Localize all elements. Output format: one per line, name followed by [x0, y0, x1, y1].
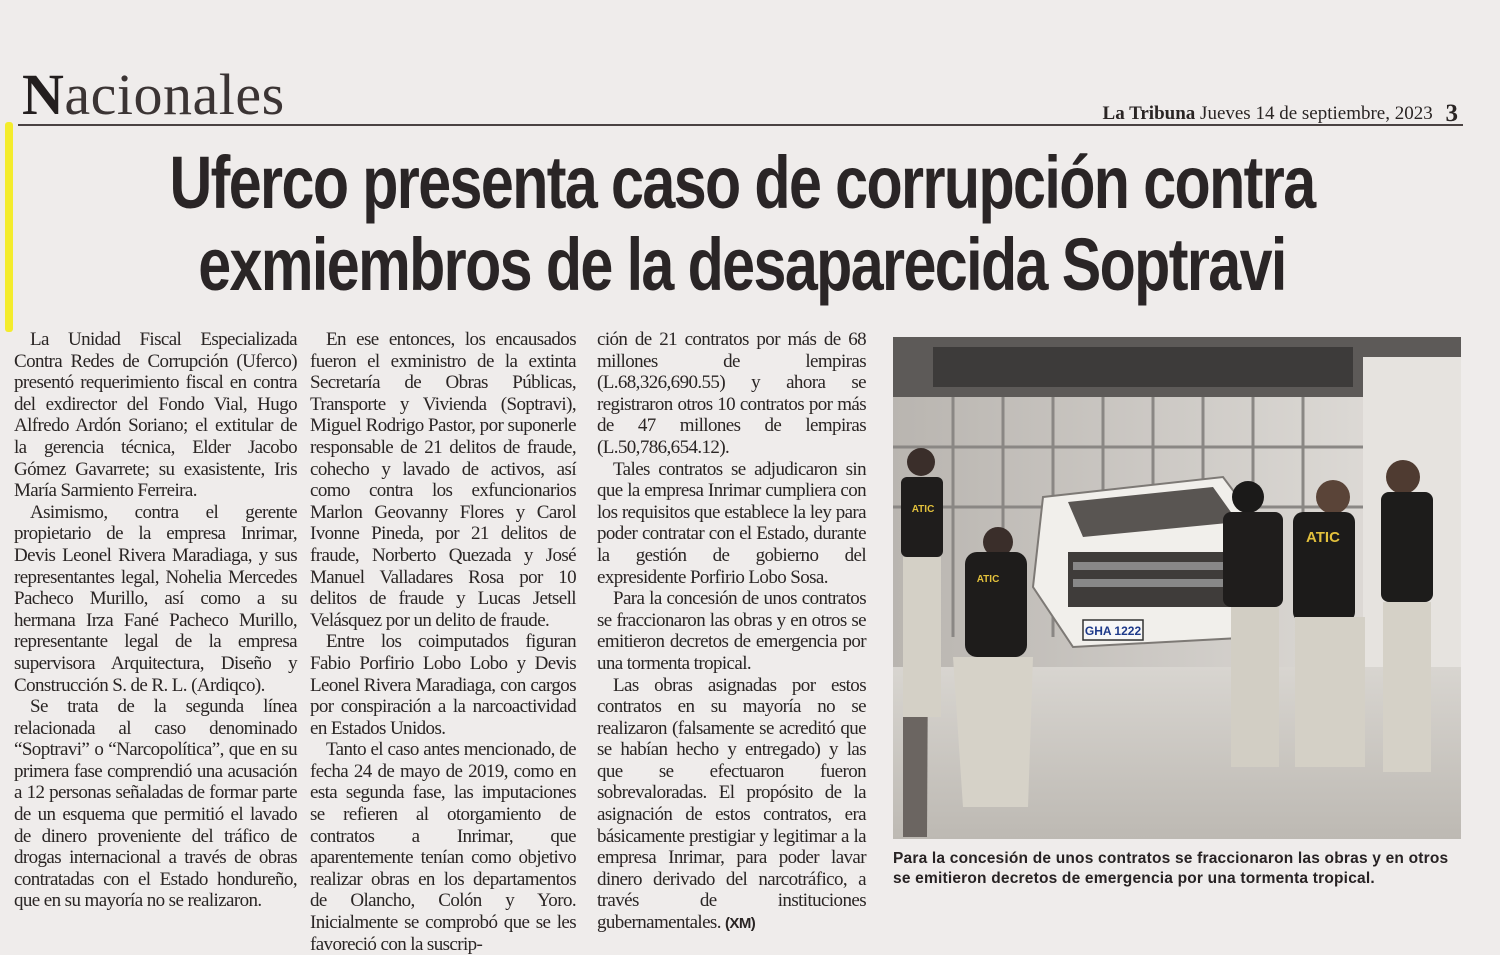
section-initial: N — [22, 62, 65, 127]
headline-line-1: Uferco presenta caso de corrupción contra — [169, 141, 1315, 224]
license-plate: GHA 1222 — [1084, 624, 1142, 638]
section-rest: acionales — [64, 62, 285, 127]
section-rule — [18, 124, 1463, 126]
paragraph: Tanto el caso antes mencionado, de fecha 24 de mayo de 2019, como en esta segunda fase, las imputaciones se refieren al otorgamiento de contratos a Inrimar, que aparentemente tenían como objetivo realizar obras en los departamentos de Olancho, Colón y Yoro. Inicialmente se comprobó que se les favoreció con la suscrip- — [310, 739, 576, 955]
paragraph: ción de 21 contratos por más de 68 millones de lempiras (L.68,326,690.55) y ahora se registraron otros 10 contratos por más de 47 millones de lempiras (L.50,786,654.12). — [597, 329, 866, 458]
paragraph: En ese entonces, los encausados fueron el exministro de la extinta Secretaría de Obras Públicas, Transporte y Vivienda (Soptravi), Miguel Rodrigo Pastor, por suponerle responsable de 21 delitos de fraude, cohecho y lavado de activos, así como contra los exfuncionarios Marlon Geovanny Flores y Carol Ivonne Pineda, por 21 delitos de fraude, Norberto Quezada y José Manuel Valladares Rosa por 10 delitos de fraude y Lucas Jetsell Velásquez por un delito de fraude. — [310, 329, 576, 631]
paragraph: Entre los coimputados figuran Fabio Porfirio Lobo Lobo y Devis Leonel Rivera Maradiaga, con cargos por conspiración a la narcoactividad en Estados Unidos. — [310, 631, 576, 739]
agent-center — [953, 527, 1033, 807]
photo-illustration — [893, 337, 1461, 839]
vest-label: ATIC — [911, 504, 935, 515]
paragraph: La Unidad Fiscal Especializada Contra Redes de Corrupción (Uferco) presentó requerimiento fiscal en contra del exdirector del Fondo Vial, Hugo Alfredo Ardón Soriano; el extitular de la gerencia técnica, Elder Jacobo Gómez Gavarrete; su exasistente, Iris María Sarmiento Ferreira. — [14, 329, 297, 502]
agent-left — [901, 448, 943, 717]
dateline — [1103, 101, 1458, 126]
publication-date: Jueves 14 de septiembre, 2023 — [1200, 103, 1433, 124]
photo-caption: Para la concesión de unos contratos se fraccionaron las obras y en otros se emitieron decretos de emergencia por una tormenta tropical. — [893, 850, 1449, 887]
paragraph: Asimismo, contra el gerente propietario de la empresa Inrimar, Devis Leonel Rivera Maradiaga, y sus representantes legal, Nohelia Mercedes Pacheco Murillo, así como a su hermana Irza Fané Pacheco Murillo, representante legal de la empresa supervisora Arquitectura, Diseño y Construcción S. de R. L. (Ardiqco). — [14, 501, 297, 696]
paragraph — [597, 675, 866, 935]
section-title — [22, 62, 285, 127]
highlighter-mark — [5, 122, 13, 332]
body-column-3 — [597, 329, 866, 935]
agent-right-group — [1223, 460, 1433, 772]
headline-line-2: exmiembros de la desaparecida Soptravi — [198, 223, 1286, 306]
vest-label: ATIC — [976, 574, 1000, 585]
body-column-1 — [14, 329, 297, 912]
paragraph-text: Las obras asignadas por estos contratos en su mayoría no se realizaron (falsamente se acreditó que se habían hecho y entregado) y las que se efectuaron fueron sobrevaloradas. El propósito de la asignación de estos contratos, era básicamente prestigiar y legitimar a la empresa Inrimar, para poder lavar dinero derivado del narcotráfico, a través de instituciones gubernamentales. — [597, 674, 866, 934]
newspaper-name: La Tribuna — [1102, 103, 1196, 124]
body-column-2 — [310, 329, 576, 955]
paragraph: Se trata de la segunda línea relacionada al caso denominado “Soptravi” o “Narcopolítica”, que en su primera fase comprendió una acusación a 12 personas señaladas de formar parte de un esquema que permitió el lavado de dinero proveniente del tráfico de drogas internacional a través de obras contratadas con el Estado hondureño, que en su mayoría no se realizaron. — [14, 696, 297, 912]
headline — [56, 142, 1429, 306]
vest-label: ATIC — [1306, 529, 1340, 546]
page-number: 3 — [1445, 100, 1458, 127]
paragraph: Tales contratos se adjudicaron sin que la empresa Inrimar cumpliera con los requisitos que establece la ley para poder contratar con el Estado, durante la gestión de gobierno del expresidente Porfirio Lobo Sosa. — [597, 458, 866, 588]
author-signoff: (XM) — [725, 915, 756, 933]
news-photo — [893, 337, 1461, 839]
paragraph: Para la concesión de unos contratos se fraccionaron las obras y en otros se emitieron decretos de emergencia por una tormenta tropical. — [597, 588, 866, 674]
